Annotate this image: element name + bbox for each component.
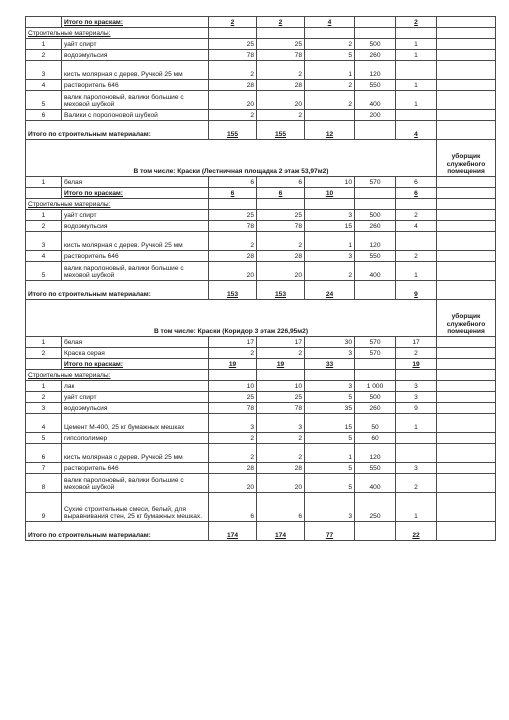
value-qty-c: 4 bbox=[305, 17, 355, 28]
value-qty-a: 78 bbox=[209, 403, 257, 414]
value-qty-a: 6 bbox=[209, 177, 257, 188]
item-name: водоэмульсия bbox=[62, 221, 209, 232]
value-count: 1 bbox=[396, 262, 437, 281]
empty-cell bbox=[209, 199, 257, 210]
value-qty-b: 28 bbox=[257, 463, 305, 474]
value-qty-a: 28 bbox=[209, 463, 257, 474]
value-qty-c: 77 bbox=[305, 522, 355, 541]
empty-cell bbox=[257, 199, 305, 210]
subtotal-label: Итого по краскам: bbox=[62, 188, 209, 199]
value-qty-c: 5 bbox=[305, 474, 355, 493]
section-note: уборщик служебного помещения bbox=[437, 300, 496, 337]
value-qty-b: 2 bbox=[257, 433, 305, 444]
subtotal-label: Итого по краскам: bbox=[62, 359, 209, 370]
value-qty-b: 6 bbox=[257, 177, 305, 188]
empty-cell bbox=[437, 262, 496, 281]
empty-cell bbox=[305, 28, 355, 39]
value-qty-a: 25 bbox=[209, 392, 257, 403]
empty-cell bbox=[437, 91, 496, 110]
value-count bbox=[396, 444, 437, 463]
table-row bbox=[26, 210, 496, 221]
row-number: 2 bbox=[26, 221, 62, 232]
value-count: 1 bbox=[396, 80, 437, 91]
value-qty-a: 20 bbox=[209, 262, 257, 281]
value-price: 120 bbox=[355, 232, 396, 251]
table-row bbox=[26, 403, 496, 414]
value-qty-a: 174 bbox=[209, 522, 257, 541]
value-qty-a: 6 bbox=[209, 493, 257, 522]
value-qty-c: 5 bbox=[305, 392, 355, 403]
value-qty-a: 3 bbox=[209, 414, 257, 433]
value-qty-a: 10 bbox=[209, 381, 257, 392]
value-qty-b: 3 bbox=[257, 414, 305, 433]
value-qty-b: 78 bbox=[257, 403, 305, 414]
value-qty-a: 6 bbox=[209, 188, 257, 199]
value-qty-c: 1 bbox=[305, 232, 355, 251]
empty-cell bbox=[305, 199, 355, 210]
value-qty-a: 78 bbox=[209, 221, 257, 232]
empty-cell bbox=[437, 61, 496, 80]
empty-cell bbox=[355, 199, 396, 210]
empty-cell bbox=[396, 370, 437, 381]
empty-cell bbox=[437, 348, 496, 359]
empty-cell bbox=[437, 337, 496, 348]
value-qty-c: 3 bbox=[305, 251, 355, 262]
value-qty-b: 20 bbox=[257, 262, 305, 281]
value-qty-c: 35 bbox=[305, 403, 355, 414]
material-table-sheet bbox=[25, 16, 495, 593]
value-count: 1 bbox=[396, 414, 437, 433]
value-price: 500 bbox=[355, 392, 396, 403]
value-qty-c bbox=[305, 110, 355, 121]
grand-total-row bbox=[26, 281, 496, 300]
empty-cell bbox=[437, 110, 496, 121]
item-name: валик паролоновый, валики большие с меховой шубкой bbox=[62, 91, 209, 110]
empty-cell bbox=[437, 232, 496, 251]
item-name: водоэмульсия bbox=[62, 403, 209, 414]
subtotal-row bbox=[26, 188, 496, 199]
value-price: 1 000 bbox=[355, 381, 396, 392]
value-qty-a: 20 bbox=[209, 91, 257, 110]
value-price: 570 bbox=[355, 348, 396, 359]
table-row bbox=[26, 444, 496, 463]
table-row bbox=[26, 337, 496, 348]
value-price: 400 bbox=[355, 91, 396, 110]
value-price: 260 bbox=[355, 50, 396, 61]
value-qty-b: 2 bbox=[257, 61, 305, 80]
grand-total-row bbox=[26, 522, 496, 541]
empty-cell bbox=[437, 444, 496, 463]
row-number: 1 bbox=[26, 381, 62, 392]
item-name: Сухие строительные смеси, белый, для выравнивания стен, 25 кг бумажных мешках. bbox=[62, 493, 209, 522]
item-name: кисть молярная с дерев. Ручкой 25 мм bbox=[62, 61, 209, 80]
value-qty-b: 20 bbox=[257, 91, 305, 110]
item-name: растворитель 646 bbox=[62, 463, 209, 474]
row-number: 1 bbox=[26, 177, 62, 188]
value-qty-a: 78 bbox=[209, 50, 257, 61]
empty-cell bbox=[257, 370, 305, 381]
value-qty-a: 2 bbox=[209, 61, 257, 80]
subheading-label: Строительные материалы: bbox=[26, 28, 209, 39]
table-row bbox=[26, 474, 496, 493]
item-name: Валики с поролоновой шубкой bbox=[62, 110, 209, 121]
value-price bbox=[355, 121, 396, 140]
value-qty-b: 28 bbox=[257, 251, 305, 262]
empty-cell bbox=[437, 251, 496, 262]
table-row bbox=[26, 80, 496, 91]
table-row bbox=[26, 348, 496, 359]
value-qty-b: 2 bbox=[257, 444, 305, 463]
empty-cell bbox=[437, 474, 496, 493]
value-qty-c: 15 bbox=[305, 414, 355, 433]
item-name: гипсополимер bbox=[62, 433, 209, 444]
value-qty-b: 19 bbox=[257, 359, 305, 370]
empty-cell bbox=[437, 370, 496, 381]
row-number: 7 bbox=[26, 463, 62, 474]
value-price: 120 bbox=[355, 444, 396, 463]
empty-cell bbox=[437, 80, 496, 91]
value-count bbox=[396, 232, 437, 251]
row-number: 1 bbox=[26, 39, 62, 50]
value-qty-b: 6 bbox=[257, 188, 305, 199]
value-count: 3 bbox=[396, 463, 437, 474]
row-number: 4 bbox=[26, 251, 62, 262]
item-name: уайт спирт bbox=[62, 39, 209, 50]
empty-cell bbox=[437, 39, 496, 50]
empty-cell bbox=[437, 522, 496, 541]
empty-cell bbox=[437, 359, 496, 370]
row-number: 4 bbox=[26, 80, 62, 91]
value-price: 500 bbox=[355, 39, 396, 50]
section-title: В том числе: Краски (Коридор 3 этаж 226,95м2) bbox=[26, 300, 437, 337]
value-qty-b: 2 bbox=[257, 110, 305, 121]
value-count: 6 bbox=[396, 188, 437, 199]
empty-cell bbox=[437, 392, 496, 403]
value-count: 2 bbox=[396, 474, 437, 493]
table-row bbox=[26, 39, 496, 50]
row-number: 6 bbox=[26, 444, 62, 463]
value-qty-c: 3 bbox=[305, 493, 355, 522]
value-qty-b: 78 bbox=[257, 50, 305, 61]
value-qty-b: 155 bbox=[257, 121, 305, 140]
empty-cell bbox=[437, 403, 496, 414]
subheading-row bbox=[26, 199, 496, 210]
empty-cell bbox=[396, 199, 437, 210]
value-count: 22 bbox=[396, 522, 437, 541]
value-price: 550 bbox=[355, 251, 396, 262]
table-row bbox=[26, 61, 496, 80]
value-count: 1 bbox=[396, 91, 437, 110]
value-count: 3 bbox=[396, 392, 437, 403]
empty-cell bbox=[26, 359, 62, 370]
item-name: валик паролоновый, валики большие с меховой шубкой bbox=[62, 262, 209, 281]
row-number: 5 bbox=[26, 91, 62, 110]
value-qty-a: 28 bbox=[209, 80, 257, 91]
value-count: 2 bbox=[396, 348, 437, 359]
value-qty-b: 153 bbox=[257, 281, 305, 300]
table-row bbox=[26, 91, 496, 110]
value-qty-c: 5 bbox=[305, 50, 355, 61]
value-price bbox=[355, 188, 396, 199]
value-count: 4 bbox=[396, 121, 437, 140]
empty-cell bbox=[437, 493, 496, 522]
value-count: 9 bbox=[396, 281, 437, 300]
row-number: 1 bbox=[26, 210, 62, 221]
value-qty-c: 12 bbox=[305, 121, 355, 140]
value-qty-a: 2 bbox=[209, 348, 257, 359]
table-body bbox=[26, 17, 496, 541]
empty-cell bbox=[437, 463, 496, 474]
value-qty-c: 3 bbox=[305, 348, 355, 359]
value-qty-c: 3 bbox=[305, 381, 355, 392]
item-name: кисть молярная с дерев. Ручкой 25 мм bbox=[62, 444, 209, 463]
item-name: белая bbox=[62, 337, 209, 348]
value-qty-b: 20 bbox=[257, 474, 305, 493]
value-price: 550 bbox=[355, 80, 396, 91]
table-row bbox=[26, 493, 496, 522]
empty-cell bbox=[437, 414, 496, 433]
value-qty-b: 10 bbox=[257, 381, 305, 392]
empty-cell bbox=[209, 28, 257, 39]
value-qty-c: 15 bbox=[305, 221, 355, 232]
row-number: 1 bbox=[26, 337, 62, 348]
value-qty-b: 2 bbox=[257, 348, 305, 359]
empty-cell bbox=[26, 188, 62, 199]
value-qty-a: 25 bbox=[209, 39, 257, 50]
material-table bbox=[25, 16, 496, 541]
value-qty-b: 78 bbox=[257, 221, 305, 232]
row-number: 5 bbox=[26, 433, 62, 444]
row-number: 2 bbox=[26, 392, 62, 403]
empty-cell bbox=[355, 370, 396, 381]
row-number: 9 bbox=[26, 493, 62, 522]
value-count: 1 bbox=[396, 493, 437, 522]
value-price bbox=[355, 17, 396, 28]
empty-cell bbox=[396, 28, 437, 39]
value-qty-b: 25 bbox=[257, 210, 305, 221]
empty-cell bbox=[355, 28, 396, 39]
value-count bbox=[396, 110, 437, 121]
value-count: 2 bbox=[396, 251, 437, 262]
row-number: 3 bbox=[26, 232, 62, 251]
value-count bbox=[396, 433, 437, 444]
empty-cell bbox=[305, 370, 355, 381]
table-row bbox=[26, 50, 496, 61]
empty-cell bbox=[437, 281, 496, 300]
subtotal-row bbox=[26, 17, 496, 28]
value-count: 1 bbox=[396, 50, 437, 61]
value-qty-a: 19 bbox=[209, 359, 257, 370]
item-name: уайт спирт bbox=[62, 392, 209, 403]
value-price bbox=[355, 281, 396, 300]
item-name: растворитель 646 bbox=[62, 251, 209, 262]
value-qty-b: 2 bbox=[257, 17, 305, 28]
grand-total-label: Итого по строительным материалам: bbox=[26, 121, 209, 140]
item-name: лак bbox=[62, 381, 209, 392]
value-qty-a: 2 bbox=[209, 444, 257, 463]
value-qty-a: 28 bbox=[209, 251, 257, 262]
value-qty-c: 3 bbox=[305, 210, 355, 221]
value-price: 260 bbox=[355, 221, 396, 232]
value-count: 4 bbox=[396, 221, 437, 232]
table-row bbox=[26, 392, 496, 403]
value-qty-c: 5 bbox=[305, 433, 355, 444]
item-name: уайт спирт bbox=[62, 210, 209, 221]
value-price: 250 bbox=[355, 493, 396, 522]
table-row bbox=[26, 463, 496, 474]
item-name: Краска серая bbox=[62, 348, 209, 359]
empty-cell bbox=[437, 221, 496, 232]
empty-cell bbox=[437, 433, 496, 444]
value-price: 570 bbox=[355, 177, 396, 188]
grand-total-row bbox=[26, 121, 496, 140]
value-qty-a: 153 bbox=[209, 281, 257, 300]
section-title: В том числе: Краски (Лестничная площадка 2 этаж 53,97м2) bbox=[26, 140, 437, 177]
subtotal-label: Итого по краскам: bbox=[62, 17, 209, 28]
value-price: 570 bbox=[355, 337, 396, 348]
value-qty-c: 33 bbox=[305, 359, 355, 370]
value-qty-b: 25 bbox=[257, 392, 305, 403]
value-price: 260 bbox=[355, 403, 396, 414]
value-qty-c: 1 bbox=[305, 61, 355, 80]
empty-cell bbox=[437, 381, 496, 392]
table-row bbox=[26, 221, 496, 232]
value-qty-b: 6 bbox=[257, 493, 305, 522]
empty-cell bbox=[437, 121, 496, 140]
value-qty-a: 155 bbox=[209, 121, 257, 140]
row-number: 3 bbox=[26, 61, 62, 80]
value-count bbox=[396, 61, 437, 80]
value-price: 400 bbox=[355, 474, 396, 493]
item-name: валик паролоновый, валики большие с меховой шубкой bbox=[62, 474, 209, 493]
row-number: 8 bbox=[26, 474, 62, 493]
section-note: уборщик служебного помещения bbox=[437, 140, 496, 177]
value-price: 120 bbox=[355, 61, 396, 80]
item-name: кисть молярная с дерев. Ручкой 25 мм bbox=[62, 232, 209, 251]
table-row bbox=[26, 251, 496, 262]
table-row bbox=[26, 433, 496, 444]
value-qty-c: 2 bbox=[305, 39, 355, 50]
empty-cell bbox=[437, 17, 496, 28]
value-count: 9 bbox=[396, 403, 437, 414]
value-qty-c: 10 bbox=[305, 177, 355, 188]
value-qty-c: 30 bbox=[305, 337, 355, 348]
empty-cell bbox=[437, 188, 496, 199]
table-row bbox=[26, 110, 496, 121]
empty-cell bbox=[209, 370, 257, 381]
value-price bbox=[355, 359, 396, 370]
value-count: 6 bbox=[396, 177, 437, 188]
value-price: 200 bbox=[355, 110, 396, 121]
value-price: 500 bbox=[355, 210, 396, 221]
subtotal-row bbox=[26, 359, 496, 370]
value-qty-c: 2 bbox=[305, 262, 355, 281]
row-number: 2 bbox=[26, 50, 62, 61]
row-number: 6 bbox=[26, 110, 62, 121]
value-qty-b: 17 bbox=[257, 337, 305, 348]
value-count: 19 bbox=[396, 359, 437, 370]
value-count: 3 bbox=[396, 381, 437, 392]
value-qty-a: 2 bbox=[209, 17, 257, 28]
empty-cell bbox=[437, 28, 496, 39]
table-row bbox=[26, 232, 496, 251]
section-title-row bbox=[26, 300, 496, 337]
table-row bbox=[26, 177, 496, 188]
value-qty-c: 24 bbox=[305, 281, 355, 300]
value-price: 400 bbox=[355, 262, 396, 281]
empty-cell bbox=[437, 50, 496, 61]
table-row bbox=[26, 381, 496, 392]
value-qty-b: 174 bbox=[257, 522, 305, 541]
value-count: 1 bbox=[396, 39, 437, 50]
value-count: 2 bbox=[396, 17, 437, 28]
empty-cell bbox=[437, 177, 496, 188]
value-qty-a: 2 bbox=[209, 110, 257, 121]
value-qty-a: 2 bbox=[209, 433, 257, 444]
value-qty-c: 2 bbox=[305, 80, 355, 91]
subheading-label: Строительные материалы: bbox=[26, 199, 209, 210]
value-qty-c: 5 bbox=[305, 463, 355, 474]
value-qty-a: 17 bbox=[209, 337, 257, 348]
value-qty-b: 25 bbox=[257, 39, 305, 50]
row-number: 4 bbox=[26, 414, 62, 433]
row-number: 2 bbox=[26, 348, 62, 359]
value-count: 2 bbox=[396, 210, 437, 221]
empty-cell bbox=[437, 210, 496, 221]
grand-total-label: Итого по строительным материалам: bbox=[26, 522, 209, 541]
item-name: водоэмульсия bbox=[62, 50, 209, 61]
empty-cell bbox=[437, 199, 496, 210]
item-name: растворитель 646 bbox=[62, 80, 209, 91]
value-qty-b: 28 bbox=[257, 80, 305, 91]
subheading-row bbox=[26, 370, 496, 381]
value-price: 60 bbox=[355, 433, 396, 444]
value-qty-c: 1 bbox=[305, 444, 355, 463]
value-price bbox=[355, 522, 396, 541]
subheading-label: Строительные материалы: bbox=[26, 370, 209, 381]
value-qty-c: 2 bbox=[305, 91, 355, 110]
subheading-row bbox=[26, 28, 496, 39]
empty-cell bbox=[257, 28, 305, 39]
row-number: 5 bbox=[26, 262, 62, 281]
value-qty-c: 10 bbox=[305, 188, 355, 199]
item-name: Цемент М-400, 25 кг бумажных мешках bbox=[62, 414, 209, 433]
section-title-row bbox=[26, 140, 496, 177]
value-qty-a: 2 bbox=[209, 232, 257, 251]
empty-cell bbox=[26, 17, 62, 28]
row-number: 3 bbox=[26, 403, 62, 414]
value-count: 17 bbox=[396, 337, 437, 348]
value-price: 50 bbox=[355, 414, 396, 433]
grand-total-label: Итого по строительным материалам: bbox=[26, 281, 209, 300]
value-qty-a: 20 bbox=[209, 474, 257, 493]
item-name: белая bbox=[62, 177, 209, 188]
table-row bbox=[26, 262, 496, 281]
value-price: 550 bbox=[355, 463, 396, 474]
value-qty-b: 2 bbox=[257, 232, 305, 251]
table-row bbox=[26, 414, 496, 433]
value-qty-a: 25 bbox=[209, 210, 257, 221]
